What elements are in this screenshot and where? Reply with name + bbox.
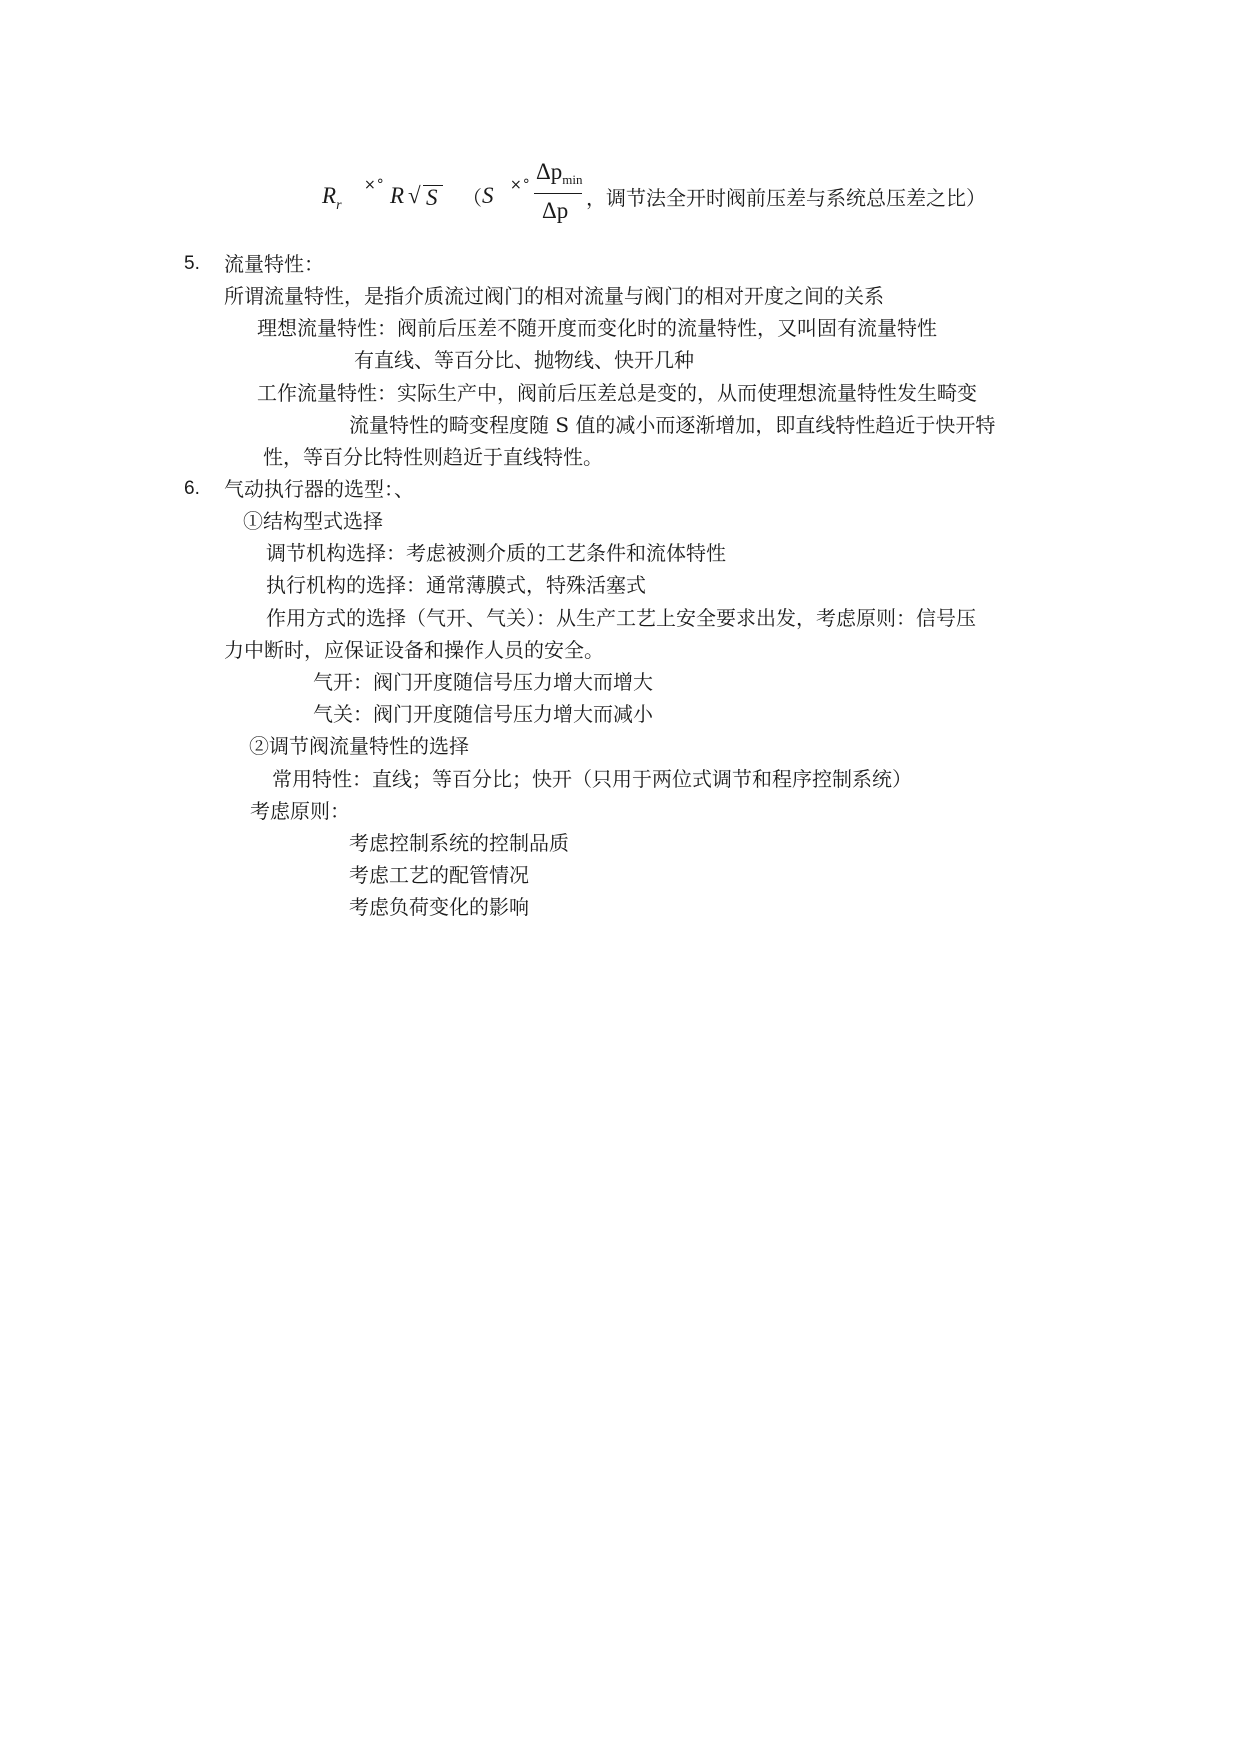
paragraph-line: 所谓流量特性，是指介质流过阀门的相对流量与阀门的相对开度之间的关系	[224, 284, 884, 308]
formula-rhs: R	[390, 183, 405, 208]
sqrt-sign: √	[408, 183, 421, 208]
formula-paren-open: （	[462, 186, 482, 210]
paragraph-line: 气关：阀门开度随信号压力增大而减小	[313, 702, 653, 726]
list-item: 考虑工艺的配管情况	[349, 863, 529, 887]
section-number: 5.	[184, 253, 200, 274]
list-item: 考虑负荷变化的影响	[349, 895, 529, 919]
section-title: 流量特性：	[224, 252, 324, 276]
paragraph-line: 执行机构的选择：通常薄膜式，特殊活塞式	[266, 573, 646, 597]
fraction-bar	[534, 193, 582, 194]
subsection-heading: ①结构型式选择	[243, 509, 383, 533]
formula-glyph-2: ×°	[510, 177, 531, 193]
paragraph-line: 工作流量特性：实际生产中，阀前后压差总是变的，从而使理想流量特性发生畸变	[257, 381, 977, 405]
paragraph-line: 流量特性的畸变程度随 S 值的减小而逐渐增加，即直线特性趋近于快开特	[349, 413, 996, 437]
list-item: 考虑控制系统的控制品质	[349, 831, 569, 855]
ratio-formula	[322, 159, 1082, 234]
formula-tail: ，调节法全开时阀前压差与系统总压差之比）	[586, 186, 986, 210]
section-number: 6.	[184, 478, 200, 499]
paragraph-line: 考虑原则：	[250, 799, 350, 823]
paragraph-line: 力中断时，应保证设备和操作人员的安全。	[224, 638, 604, 662]
paragraph-line: 性，等百分比特性则趋近于直线特性。	[263, 445, 603, 469]
formula-s-var: S	[482, 183, 494, 208]
paragraph-line: 气开：阀门开度随信号压力增大而增大	[313, 670, 653, 694]
formula-glyph-1: ×°	[364, 177, 385, 193]
paragraph-line: 有直线、等百分比、抛物线、快开几种	[354, 348, 694, 372]
formula-sqrt-arg: S	[426, 185, 438, 210]
formula-lhs: $R_r$	[322, 183, 342, 213]
subsection-heading: ②调节阀流量特性的选择	[249, 734, 469, 758]
paragraph-line: 调节机构选择：考虑被测介质的工艺条件和流体特性	[266, 541, 726, 565]
fraction-denominator: Δp	[542, 198, 569, 223]
paragraph-line: 常用特性：直线；等百分比；快开（只用于两位式调节和程序控制系统）	[272, 767, 912, 791]
section-title: 气动执行器的选型：、	[224, 477, 414, 501]
paragraph-line: 作用方式的选择（气开、气关）：从生产工艺上安全要求出发，考虑原则：信号压	[266, 606, 976, 630]
paragraph-line: 理想流量特性：阀前后压差不随开度而变化时的流量特性，又叫固有流量特性	[257, 316, 937, 340]
fraction-numerator: $\Delta p_{min}$	[536, 159, 583, 187]
